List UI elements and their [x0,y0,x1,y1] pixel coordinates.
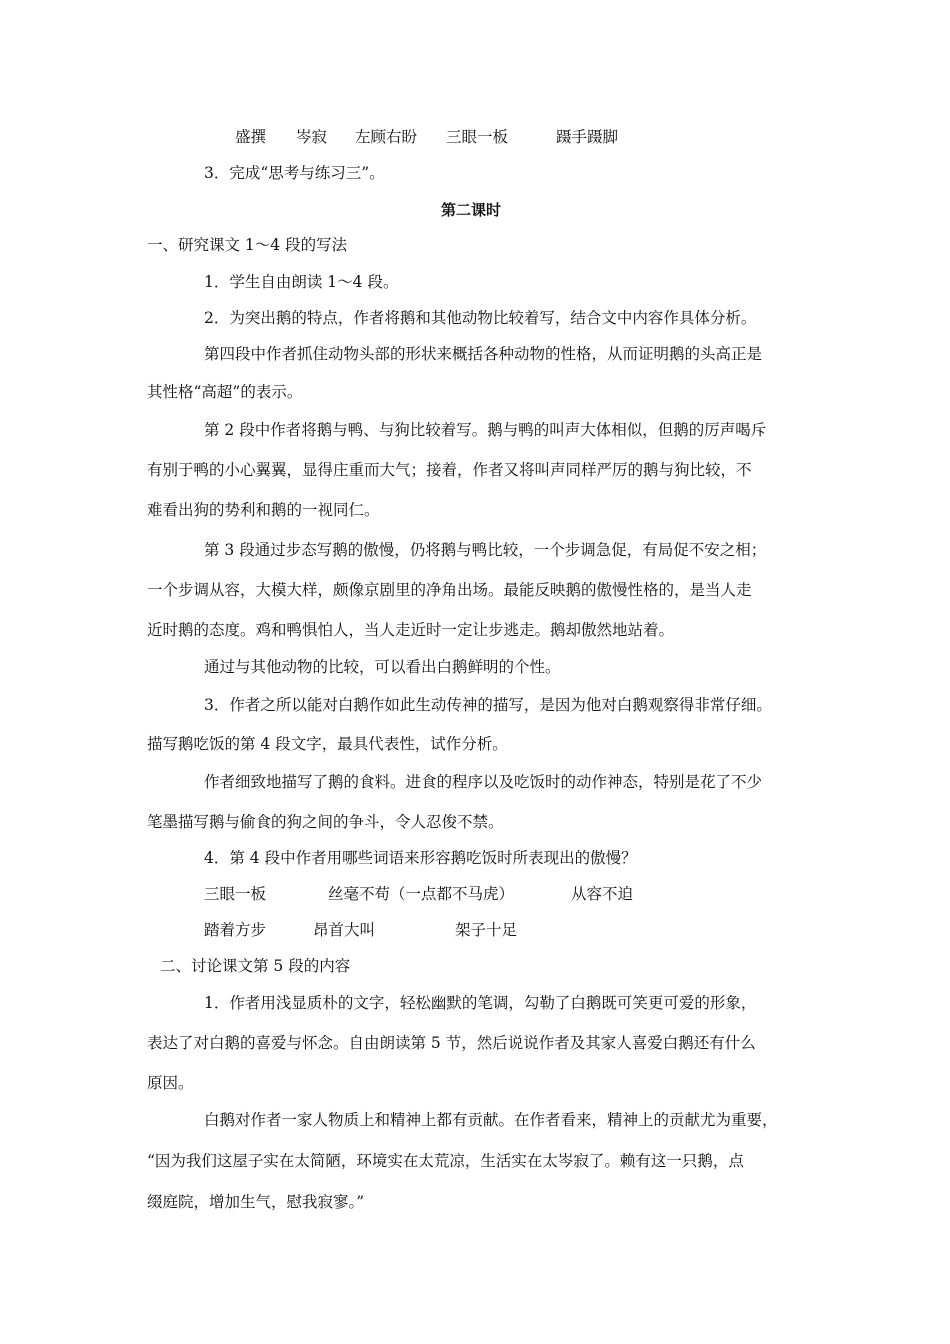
paragraph-line: 有别于鸭的小心翼翼，显得庄重而大气；接着，作者又将叫声同样严厉的鹅与狗比较，不 [147,461,752,479]
paragraph-line: 近时鹅的态度。鸡和鸭惧怕人，当人走近时一定让步逃走。鹅却傲然地站着。 [147,621,675,639]
vocab-word: 左顾右盼 [355,128,418,146]
paragraph-line: 缀庭院，增加生气，慰我寂寥。” [147,1193,365,1211]
vocab-word: 蹑手蹑脚 [556,128,619,146]
paragraph-line: 第 3 段通过步态写鹅的傲慢，仍将鹅与鸭比较，一个步调急促，有局促不安之相； [204,541,767,559]
question-3: 3．作者之所以能对白鹅作如此生动传神的描写，是因为他对白鹅观察得非常仔细。 [204,696,772,714]
term: 架子十足 [455,921,518,939]
question-1: 1．学生自由朗读 1～4 段。 [204,273,399,291]
question-4: 4．第 4 段中作者用哪些词语来形容鹅吃饭时所表现出的傲慢？ [204,849,637,867]
paragraph-line: 其性格“高超”的表示。 [147,383,303,401]
paragraph-line: 笔墨描写鹅与偷食的狗之间的争斗，令人忍俊不禁。 [147,813,504,831]
task-3: 3．完成“思考与练习三”。 [204,164,385,182]
section-heading: 一、研究课文 1～4 段的写法 [147,236,348,254]
paragraph-line: 一个步调从容，大模大样，颇像京剧里的净角出场。最能反映鹅的傲慢性格的，是当人走 [147,581,752,599]
paragraph-line: 第四段中作者抓住动物头部的形状来概括各种动物的性格，从而证明鹅的头高正是 [204,345,763,363]
paragraph-line: 作者细致地描写了鹅的食料。进食的程序以及吃饭时的动作神态，特别是花了不少 [204,773,763,791]
question-1-cont: 表达了对白鹅的喜爱与怀念。自由朗读第 5 节，然后说说作者及其家人喜爱白鹅还有什么 [147,1034,756,1052]
lesson-title: 第二课时 [441,201,502,219]
vocab-word: 三眼一板 [446,128,509,146]
term: 从容不迫 [571,885,634,903]
question-2: 2．为突出鹅的特点，作者将鹅和其他动物比较着写，结合文中内容作具体分析。 [204,309,757,327]
term: 丝毫不苟（一点都不马虎） [328,885,515,903]
paragraph-line: 难看出狗的势利和鹅的一视同仁。 [147,501,380,519]
section-heading: 二、讨论课文第 5 段的内容 [160,957,351,975]
paragraph-line: “因为我们这屋子实在太简陋，环境实在太荒凉，生活实在太岑寂了。赖有这一只鹅，点 [147,1152,744,1170]
paragraph-line: 通过与其他动物的比较，可以看出白鹅鲜明的个性。 [204,658,561,676]
term: 踏着方步 [204,921,267,939]
vocab-word: 岑寂 [296,128,328,146]
term: 昂首大叫 [313,921,376,939]
question-1: 1．作者用浅显质朴的文字，轻松幽默的笔调，勾勒了白鹅既可笑更可爱的形象， [204,994,757,1012]
question-3-cont: 描写鹅吃饭的第 4 段文字，最具代表性，试作分析。 [147,735,508,753]
term: 三眼一板 [204,885,267,903]
paragraph-line: 第 2 段中作者将鹅与鸭、与狗比较着写。鹅与鸭的叫声大体相似，但鹅的厉声喝斥 [204,421,767,439]
question-1-cont: 原因。 [147,1074,194,1092]
paragraph-line: 白鹅对作者一家人物质上和精神上都有贡献。在作者看来，精神上的贡献尤为重要， [204,1111,778,1129]
vocab-word: 盛撰 [235,128,267,146]
